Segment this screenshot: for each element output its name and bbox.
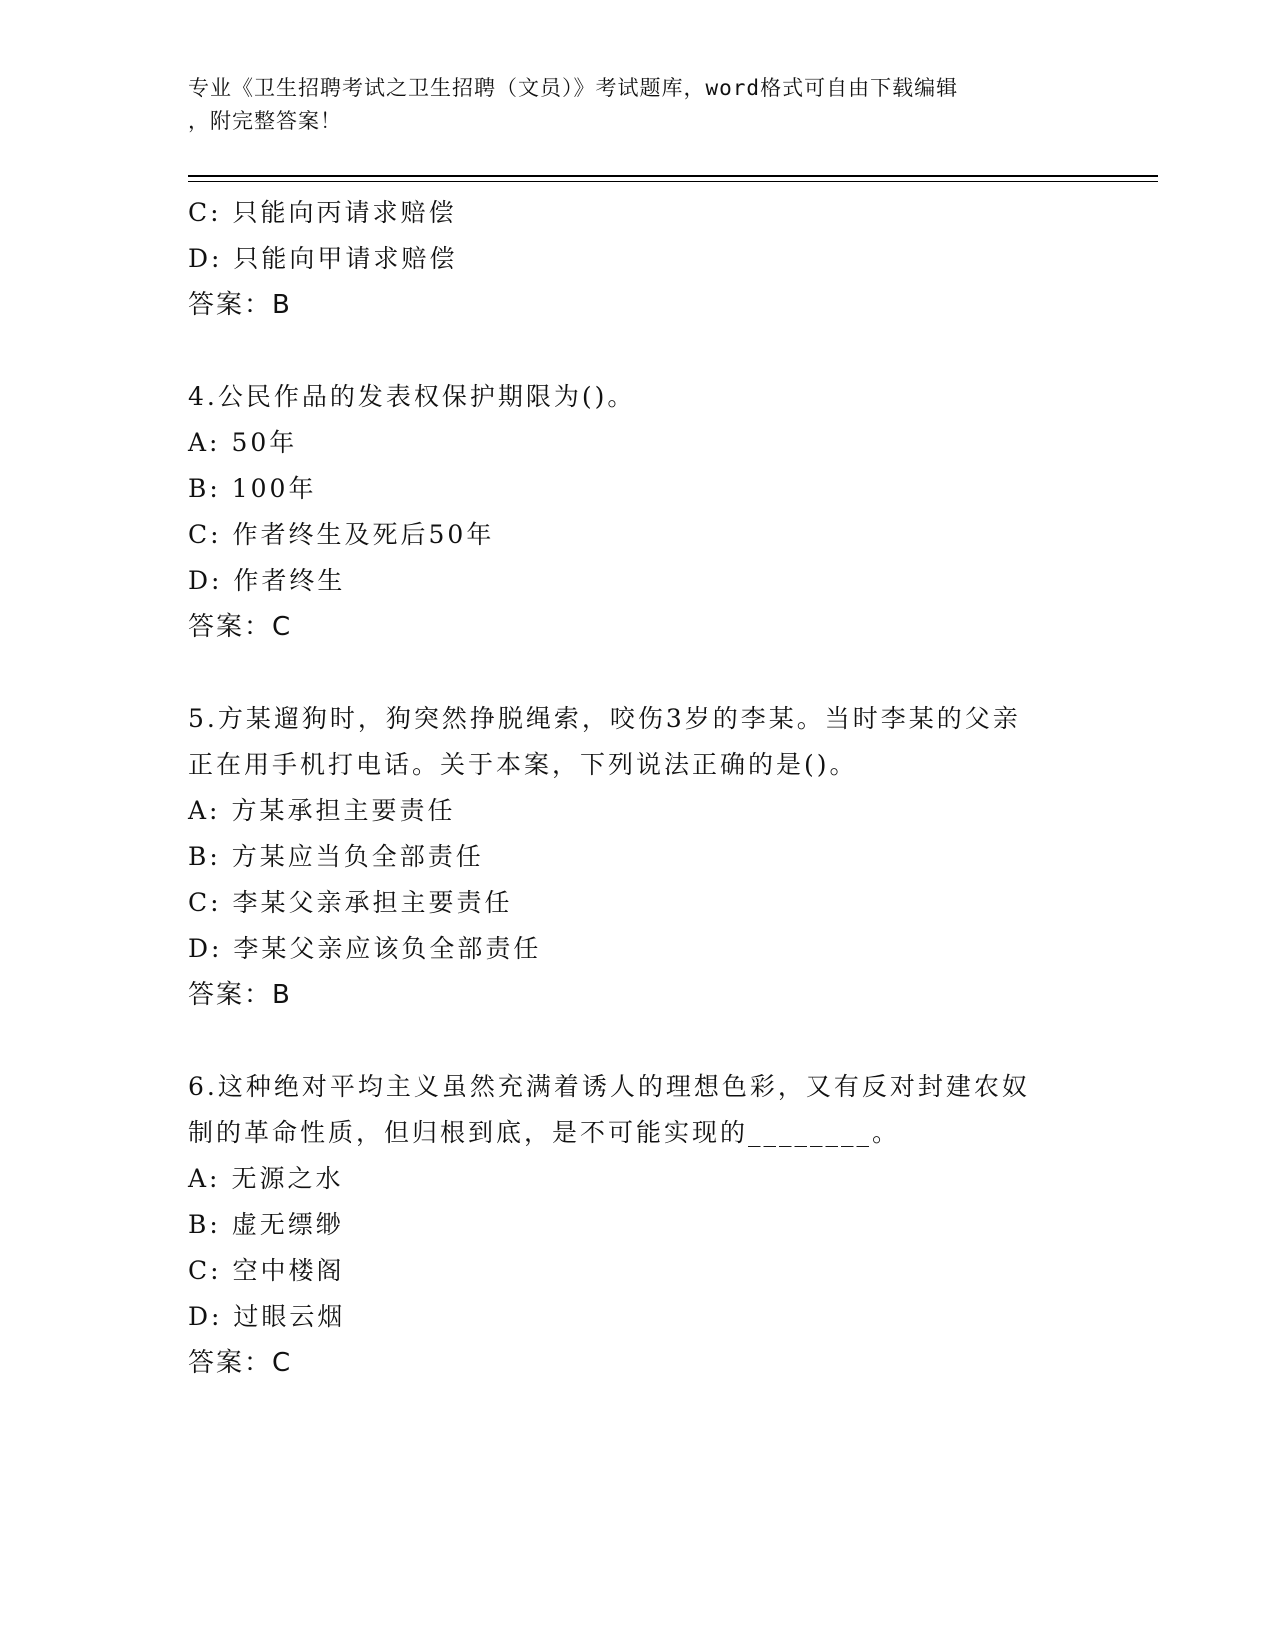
question-6	[188, 1064, 1108, 1386]
option-b: B: 虚无缥缈	[188, 1210, 344, 1239]
answer-line: 答案：B	[188, 290, 292, 320]
answer-line: 答案：C	[188, 1348, 293, 1378]
question-4	[188, 374, 1108, 650]
document-header	[188, 72, 1068, 138]
option-c: C: 空中楼阁	[188, 1256, 345, 1285]
option-d: D: 李某父亲应该负全部责任	[188, 934, 542, 963]
question-body	[188, 190, 1108, 1386]
spacer	[188, 650, 1108, 696]
header-rule-thick	[188, 175, 1158, 177]
question-stem-line-1: 6.这种绝对平均主义虽然充满着诱人的理想色彩，又有反对封建农奴	[188, 1072, 1030, 1101]
answer-line: 答案：C	[188, 612, 293, 642]
spacer	[188, 328, 1108, 374]
question-stem: 4.公民作品的发表权保护期限为()。	[188, 382, 636, 411]
option-c: C: 只能向丙请求赔偿	[188, 198, 457, 227]
answer-line: 答案：B	[188, 980, 292, 1010]
question-stem-line-1: 5.方某遛狗时，狗突然挣脱绳索，咬伤3岁的李某。当时李某的父亲	[188, 704, 1021, 733]
option-d: D: 只能向甲请求赔偿	[188, 244, 458, 273]
option-c: C: 李某父亲承担主要责任	[188, 888, 513, 917]
option-d: D: 作者终生	[188, 566, 346, 595]
question-stem-line-2: 正在用手机打电话。关于本案，下列说法正确的是()。	[188, 750, 858, 779]
header-rule-thin	[188, 181, 1158, 182]
option-b: B: 方某应当负全部责任	[188, 842, 484, 871]
option-a: A: 方某承担主要责任	[188, 796, 456, 825]
header-line-2: ，附完整答案！	[188, 109, 342, 133]
question-stem-line-2: 制的革命性质，但归根到底，是不可能实现的________。	[188, 1118, 901, 1147]
option-a: A: 50年	[188, 428, 298, 457]
option-d: D: 过眼云烟	[188, 1302, 346, 1331]
prev-question-tail	[188, 190, 1108, 328]
spacer	[188, 1018, 1108, 1064]
option-a: A: 无源之水	[188, 1164, 344, 1193]
header-line-1: 专业《卫生招聘考试之卫生招聘（文员）》考试题库，word格式可自由下载编辑	[188, 76, 959, 100]
question-5	[188, 696, 1108, 1018]
option-b: B: 100年	[188, 474, 317, 503]
option-c: C: 作者终生及死后50年	[188, 520, 495, 549]
